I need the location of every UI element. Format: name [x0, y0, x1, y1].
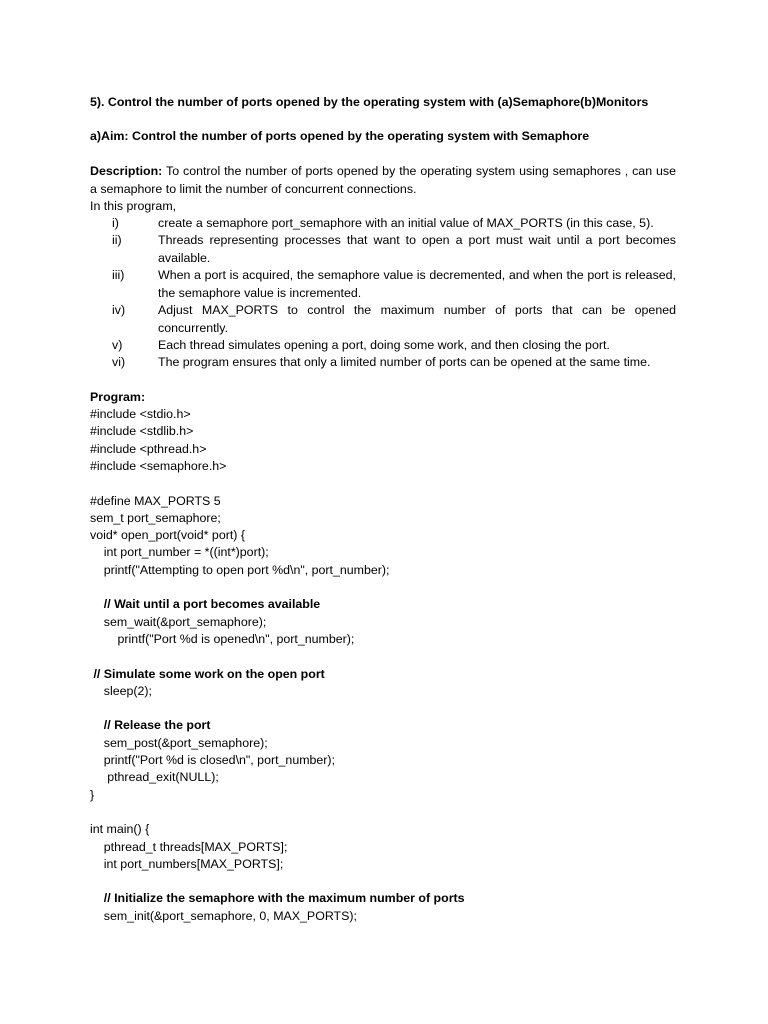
list-item-number: i) — [112, 216, 119, 230]
list-item-number: iv) — [112, 303, 126, 317]
list-item-text: When a port is acquired, the semaphore value is decremented, and when the port is released, the semaphore value is incremented. — [158, 268, 676, 300]
code-line: sem_post(&port_semaphore); — [90, 735, 268, 750]
list-item-text: Each thread simulates opening a port, doing some work, and then closing the port. — [158, 338, 610, 352]
program-label: Program: — [90, 390, 146, 404]
code-line: } — [90, 787, 95, 802]
description-text: To control the number of ports opened by the operating system using semaphores , can use a semaphore to limit the number of concurrent connections. — [90, 164, 676, 196]
code-line: #include <semaphore.h> — [90, 458, 227, 473]
list-item-text: Threads representing processes that want to open a port must wait until a port becomes available. — [158, 233, 676, 265]
main-heading: 5). Control the number of ports opened by the operating system with (a)Semaphore(b)Monitors — [90, 95, 649, 109]
code-line: #include <pthread.h> — [90, 441, 207, 456]
code-line: pthread_t threads[MAX_PORTS]; — [90, 839, 288, 854]
code-line: void* open_port(void* port) { — [90, 528, 245, 543]
list-item-number: v) — [112, 338, 123, 352]
code-line: #include <stdio.h> — [90, 407, 191, 421]
code-line: int port_numbers[MAX_PORTS]; — [90, 856, 284, 871]
code-line: int main() { — [90, 822, 150, 837]
code-line: sem_init(&port_semaphore, 0, MAX_PORTS); — [90, 908, 357, 923]
code-line: sem_wait(&port_semaphore); — [90, 614, 267, 629]
list-item-number: ii) — [112, 233, 122, 247]
code-line: printf("Port %d is closed\n", port_number); — [90, 753, 336, 767]
code-line: int port_number = *((int*)port); — [90, 545, 269, 560]
list-item-number: vi) — [112, 355, 126, 369]
list-item-text: Adjust MAX_PORTS to control the maximum number of ports that can be opened concurrently. — [158, 303, 676, 335]
code-line: sem_t port_semaphore; — [90, 510, 221, 525]
description-label: Description: — [90, 164, 163, 178]
description-intro: In this program, — [90, 199, 177, 213]
list-item-text: create a semaphore port_semaphore with an initial value of MAX_PORTS (in this case, 5). — [158, 216, 654, 230]
code-comment: // Release the port — [90, 718, 211, 733]
code-comment: // Simulate some work on the open port — [90, 666, 325, 681]
aim-heading: a)Aim: Control the number of ports opened by the operating system with Semaphore — [90, 129, 590, 143]
code-line: #define MAX_PORTS 5 — [90, 493, 221, 508]
code-line: printf("Attempting to open port %d\n", port_number); — [90, 562, 390, 577]
code-line: #include <stdlib.h> — [90, 424, 194, 439]
code-line: sleep(2); — [90, 683, 152, 698]
code-comment: // Initialize the semaphore with the maximum number of ports — [90, 891, 465, 906]
list-item-text: The program ensures that only a limited number of ports can be opened at the same time. — [158, 355, 651, 369]
list-item-number: iii) — [112, 268, 125, 282]
code-line: printf("Port %d is opened\n", port_number); — [90, 631, 355, 646]
description-paragraph — [90, 163, 676, 198]
code-line: pthread_exit(NULL); — [90, 770, 219, 785]
code-comment: // Wait until a port becomes available — [90, 597, 321, 612]
